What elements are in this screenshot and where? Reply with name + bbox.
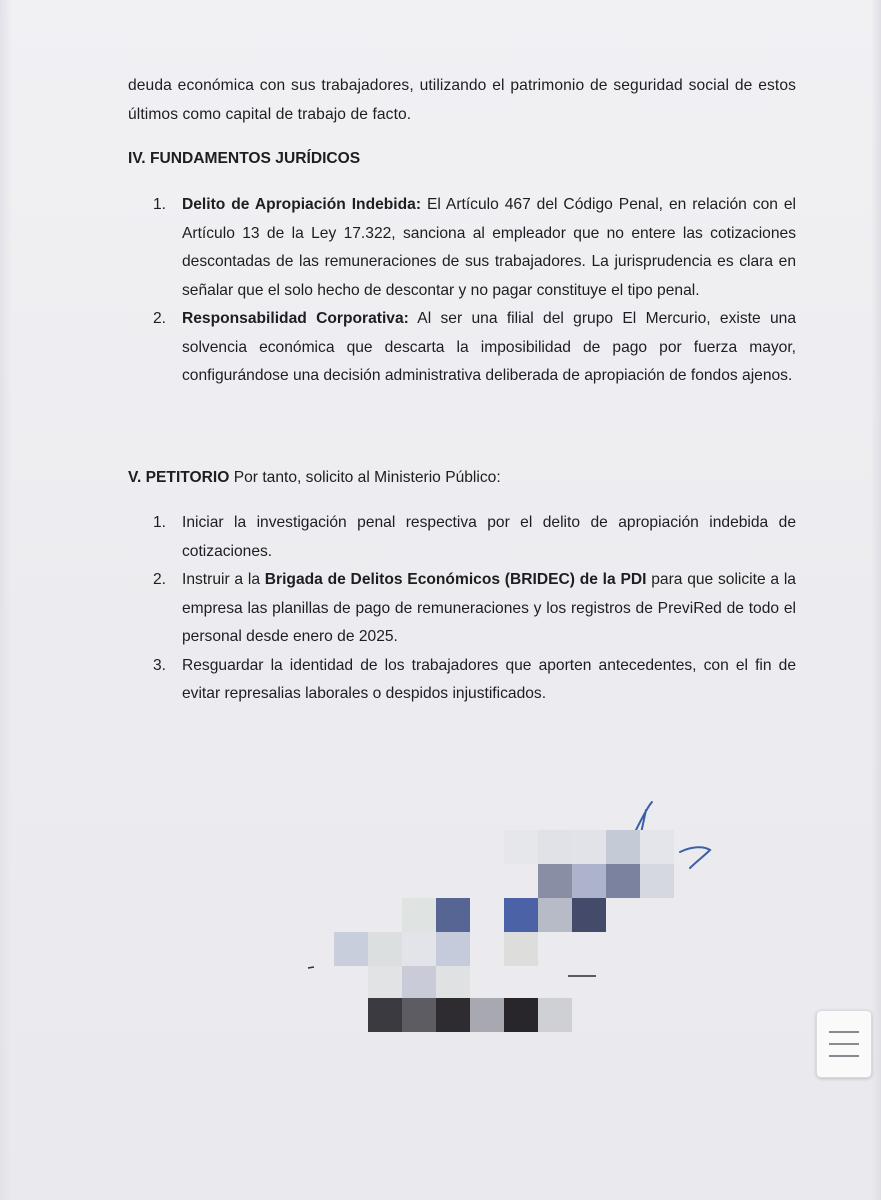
- pixel-block: [436, 932, 470, 966]
- section-v-list: [128, 509, 796, 709]
- pixel-block: [402, 998, 436, 1032]
- intro-paragraph: deuda económica con sus trabajadores, utilizando el patrimonio de seguridad social de estos últimos como capital de trabajo de facto.: [128, 77, 796, 123]
- section-v-heading: [128, 464, 501, 492]
- pixel-block: [334, 932, 368, 966]
- pixel-block: [504, 998, 538, 1032]
- hamburger-menu-icon: [829, 1055, 859, 1057]
- hamburger-menu-icon: [829, 1043, 859, 1045]
- pixel-block: [640, 864, 674, 898]
- section-iv-list: [128, 191, 796, 391]
- list-item-number: 1.: [153, 196, 167, 213]
- pixel-block: [572, 898, 606, 932]
- pixel-block: [504, 830, 538, 864]
- page-shadow-right: [871, 0, 881, 1200]
- list-item: [128, 305, 796, 391]
- pixel-block: [368, 966, 402, 1000]
- pixel-block: [640, 830, 674, 864]
- pixel-block: [402, 898, 436, 932]
- list-item-bold: Brigada de Delitos Económicos (BRIDEC) de la PDI: [264, 571, 647, 588]
- list-item-text: El Artículo 467 del Código Penal, en relación con el Artículo 13 de la Ley 17.322, sanciona al empleador que no entere las cotizaciones descontadas de las remuneraciones de sus trabajadores. La jurisprudencia es clara en señalar que el solo hecho de descontar y no pagar constituye el tipo penal.: [182, 196, 796, 299]
- section-v-intro: Por tanto, solicito al Ministerio Público:: [229, 469, 501, 486]
- pixel-block: [538, 830, 572, 864]
- list-item-number: 1.: [153, 514, 167, 531]
- menu-button[interactable]: [816, 1010, 872, 1078]
- section-iv-heading: IV. FUNDAMENTOS JURÍDICOS: [128, 150, 361, 167]
- hamburger-menu-icon: [829, 1031, 859, 1033]
- list-item: [128, 652, 796, 709]
- pixel-block: [606, 864, 640, 898]
- list-item-title: Responsabilidad Corporativa:: [182, 310, 409, 327]
- section-v-title: V. PETITORIO: [128, 469, 230, 486]
- pixel-block: [470, 998, 504, 1032]
- list-item-text: Resguardar la identidad de los trabajadores que aporten antecedentes, con el fin de evitar represalias laborales o despidos injustificados.: [182, 656, 796, 702]
- list-item: [128, 191, 796, 305]
- list-item-text: Iniciar la investigación penal respectiva por el delito de apropiación indebida de cotizaciones.: [182, 514, 796, 560]
- redacted-signature: [300, 790, 730, 1050]
- pixel-block: [572, 830, 606, 864]
- list-item: [128, 566, 796, 652]
- pixel-block: [368, 932, 402, 966]
- pixel-block: [368, 998, 402, 1032]
- pixel-block: [504, 932, 538, 966]
- pixel-block: [606, 830, 640, 864]
- pixel-block: [436, 898, 470, 932]
- pixel-block: [538, 998, 572, 1032]
- list-item-text-post: para que solicite a la empresa las planillas de pago de remuneraciones y los registros de PreviRed de todo el personal desde enero de 2025.: [182, 571, 796, 645]
- list-item-text-pre: Instruir a la: [182, 571, 265, 588]
- pixel-block: [538, 864, 572, 898]
- page-shadow-left: [0, 0, 12, 1200]
- pixel-block: [436, 966, 470, 1000]
- pixel-block: [504, 898, 538, 932]
- list-item-number: 2.: [153, 310, 167, 327]
- list-item-text: Al ser una filial del grupo El Mercurio, existe una solvencia económica que descarta la imposibilidad de pago por fuerza mayor, configurándose una decisión administrativa deliberada de apropiación de fondos ajenos.: [182, 310, 796, 384]
- pixel-block: [538, 898, 572, 932]
- list-item: [128, 509, 796, 566]
- pixel-block: [402, 966, 436, 1000]
- pixel-block: [402, 932, 436, 966]
- pixel-block: [436, 998, 470, 1032]
- list-item-title: Delito de Apropiación Indebida:: [182, 196, 422, 213]
- pixel-block: [572, 864, 606, 898]
- list-item-number: 2.: [153, 571, 167, 588]
- list-item-number: 3.: [153, 656, 167, 674]
